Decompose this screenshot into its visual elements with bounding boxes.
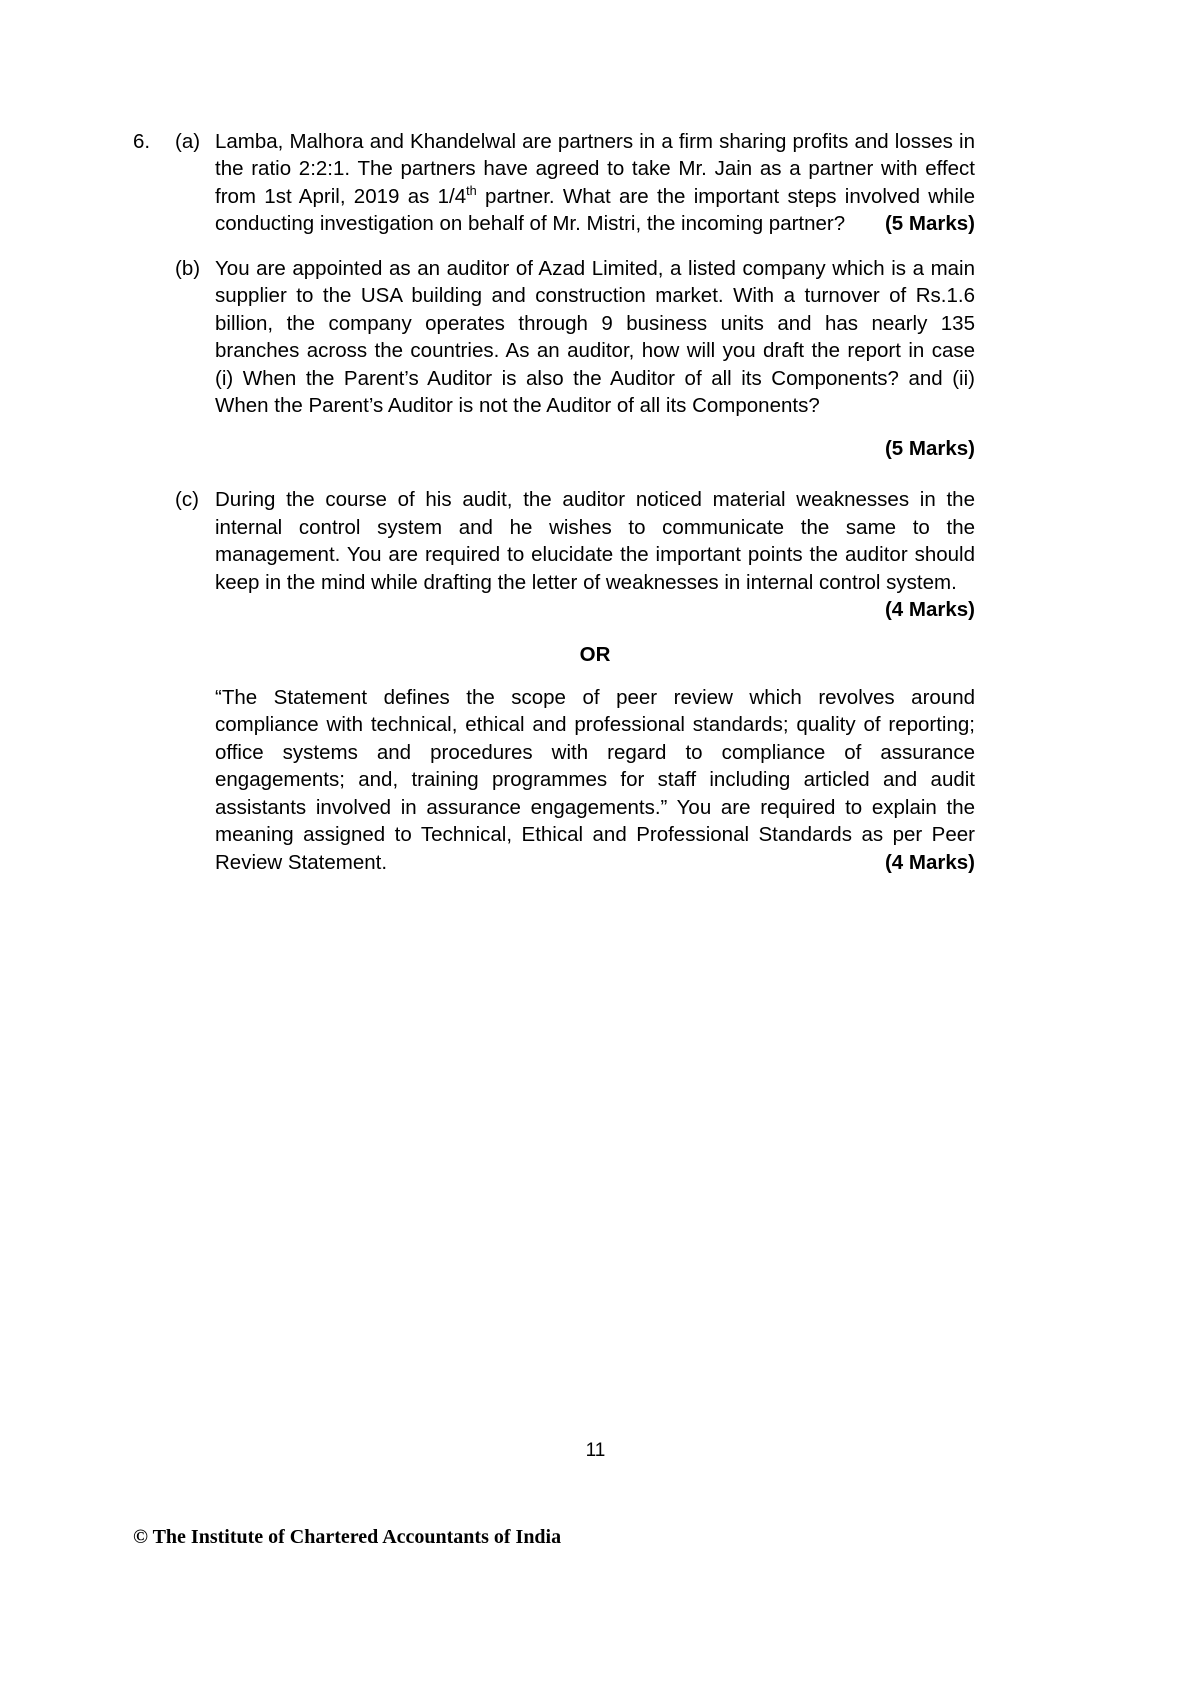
alternative-label-spacer [175, 684, 215, 876]
alternative-marks: (4 Marks) [884, 850, 975, 874]
alternative-text [215, 684, 975, 876]
part-c-text [215, 486, 975, 623]
part-c-text-segment: During the course of his audit, the auditor noticed material weaknesses in the internal control system and he wishes to communicate the same to the management. You are required to elucidate the important points the auditor should keep in the mind while drafting the letter of weaknesses in internal control system. [215, 488, 975, 594]
question-part-c [175, 486, 975, 623]
part-a-superscript: th [466, 183, 477, 199]
part-b-text: You are appointed as an auditor of Azad Limited, a listed company which is a main supplier to the USA building and construction market. With a turnover of Rs.1.6 billion, the company operates through 9 business units and has nearly 135 branches across the countries. As an auditor, how will you draft the report in case (i) When the Parent’s Auditor is also the Auditor of all its Components? and (ii) When the Parent’s Auditor is not the Auditor of all its Components? [215, 256, 975, 418]
page-number: 11 [585, 1440, 606, 1461]
copyright-footer: © The Institute of Chartered Accountants of India [133, 1526, 562, 1548]
question-parts [175, 128, 975, 893]
alternative-text-segment: “The Statement defines the scope of peer review which revolves around compliance with technical, ethical and professional standards; quality of reporting; office systems and procedures with regard to compliance of assurance engagements; and, training programmes for staff including articled and audit assistants involved in assurance engagements.” You are required to explain the meaning assigned to Technical, Ethical and Professional Standards as per Peer Review Statement. [215, 685, 975, 874]
part-a-text [215, 128, 975, 238]
part-c-label: (c) [175, 488, 199, 512]
part-a-text-segment-2: partner. What are the important steps involved while conducting investigation on behalf of Mr. Mistri, the incoming partner? [215, 184, 975, 236]
part-a-label: (a) [175, 130, 201, 153]
part-a-marks: (5 Marks) [884, 212, 975, 236]
question-part-c-alternative [175, 684, 975, 876]
or-separator: OR [579, 642, 611, 666]
part-c-marks: (4 Marks) [884, 598, 975, 622]
part-b-marks: (5 Marks) [884, 436, 975, 460]
question-row [133, 128, 975, 893]
question-6-block [133, 128, 975, 893]
question-number: 6. [133, 130, 151, 153]
part-a-text-segment-1: Lamba, Malhora and Khandelwal are partners in a firm sharing profits and losses in the ratio 2:2:1. The partners have agreed to take Mr. Jain as a partner with effect from 1st April, 2019 as 1/4 [215, 130, 975, 208]
question-part-a [175, 128, 975, 238]
question-part-b [175, 255, 975, 420]
part-b-label: (b) [175, 256, 201, 280]
